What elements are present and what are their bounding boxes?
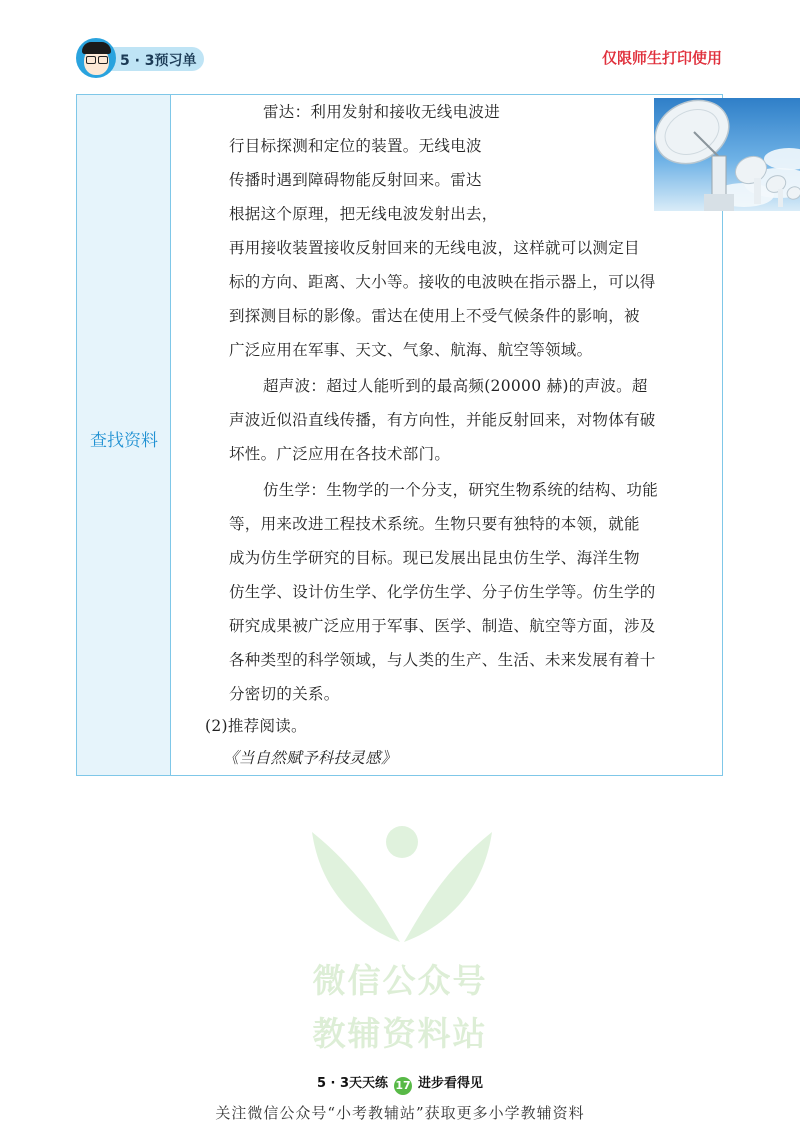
footer-left: 5 · 3天天练 xyxy=(316,1076,389,1091)
text-line: 等，用来改进工程技术系统。生物只要有独特的本领，就能 xyxy=(229,515,640,533)
text-line: 声波近似沿直线传播，有方向性，并能反射回来，对物体有破 xyxy=(229,411,656,429)
watermark-line-2: 教辅资料站 xyxy=(312,1014,488,1053)
text-line: 仿生学、设计仿生学、化学仿生学、分子仿生学等。仿生学的 xyxy=(229,583,656,601)
page-number: 17 xyxy=(394,1077,412,1095)
text-line: 坏性。广泛应用在各技术部门。 xyxy=(229,445,451,463)
radar-dish-photo xyxy=(654,98,800,211)
text-line: 成为仿生学研究的目标。现已发展出昆虫仿生学、海洋生物 xyxy=(229,549,640,567)
text-line: 根据这个原理，把无线电波发射出去， xyxy=(229,205,498,223)
text-line: 各种类型的科学领域，与人类的生产、生活、未来发展有着十 xyxy=(229,651,656,669)
recommended-reading-heading: (2)推荐阅读。 xyxy=(205,717,307,735)
text-line: 行目标探测和定位的装置。无线电波 xyxy=(229,137,482,155)
bottom-note: 关注微信公众号“小考教辅站”获取更多小学教辅资料 xyxy=(215,1104,585,1122)
text-line: 传播时遇到障碍物能反射回来。雷达 xyxy=(229,171,482,189)
text-line: 超声波：超过人能听到的最高频(20000 赫)的声波。超 xyxy=(263,377,648,395)
text-line: 到探测目标的影像。雷达在使用上不受气候条件的影响，被 xyxy=(229,307,640,325)
text-line: 雷达：利用发射和接收无线电波进 xyxy=(263,103,501,121)
text-line: 研究成果被广泛应用于军事、医学、制造、航空等方面，涉及 xyxy=(229,617,656,635)
header-badge-text: 5 · 3预习单 xyxy=(120,53,197,69)
info-table xyxy=(76,94,723,776)
text-line: 再用接收装置接收反射回来的无线电波，这样就可以测定目 xyxy=(229,239,640,257)
footer-right: 进步看得见 xyxy=(418,1076,484,1091)
watermark-line-1: 微信公众号 xyxy=(312,961,488,1000)
table-label: 查找资料 xyxy=(90,431,158,451)
print-restriction-note: 仅限师生打印使用 xyxy=(601,49,722,67)
text-line: 标的方向、距离、大小等。接收的电波映在指示器上，可以得 xyxy=(229,273,656,291)
page-footer xyxy=(0,1072,800,1095)
watermark-logo-icon xyxy=(302,812,502,962)
table-label-cell xyxy=(77,95,171,775)
mascot-avatar-icon xyxy=(76,38,116,78)
text-line: 广泛应用在军事、天文、气象、航海、航空等领域。 xyxy=(229,341,593,359)
header-badge xyxy=(102,47,204,71)
text-line: 分密切的关系。 xyxy=(229,685,340,703)
text-line: 仿生学：生物学的一个分支，研究生物系统的结构、功能 xyxy=(263,481,659,499)
table-content-cell xyxy=(171,95,722,775)
recommended-book-title: 《当自然赋予科技灵感》 xyxy=(223,749,397,767)
